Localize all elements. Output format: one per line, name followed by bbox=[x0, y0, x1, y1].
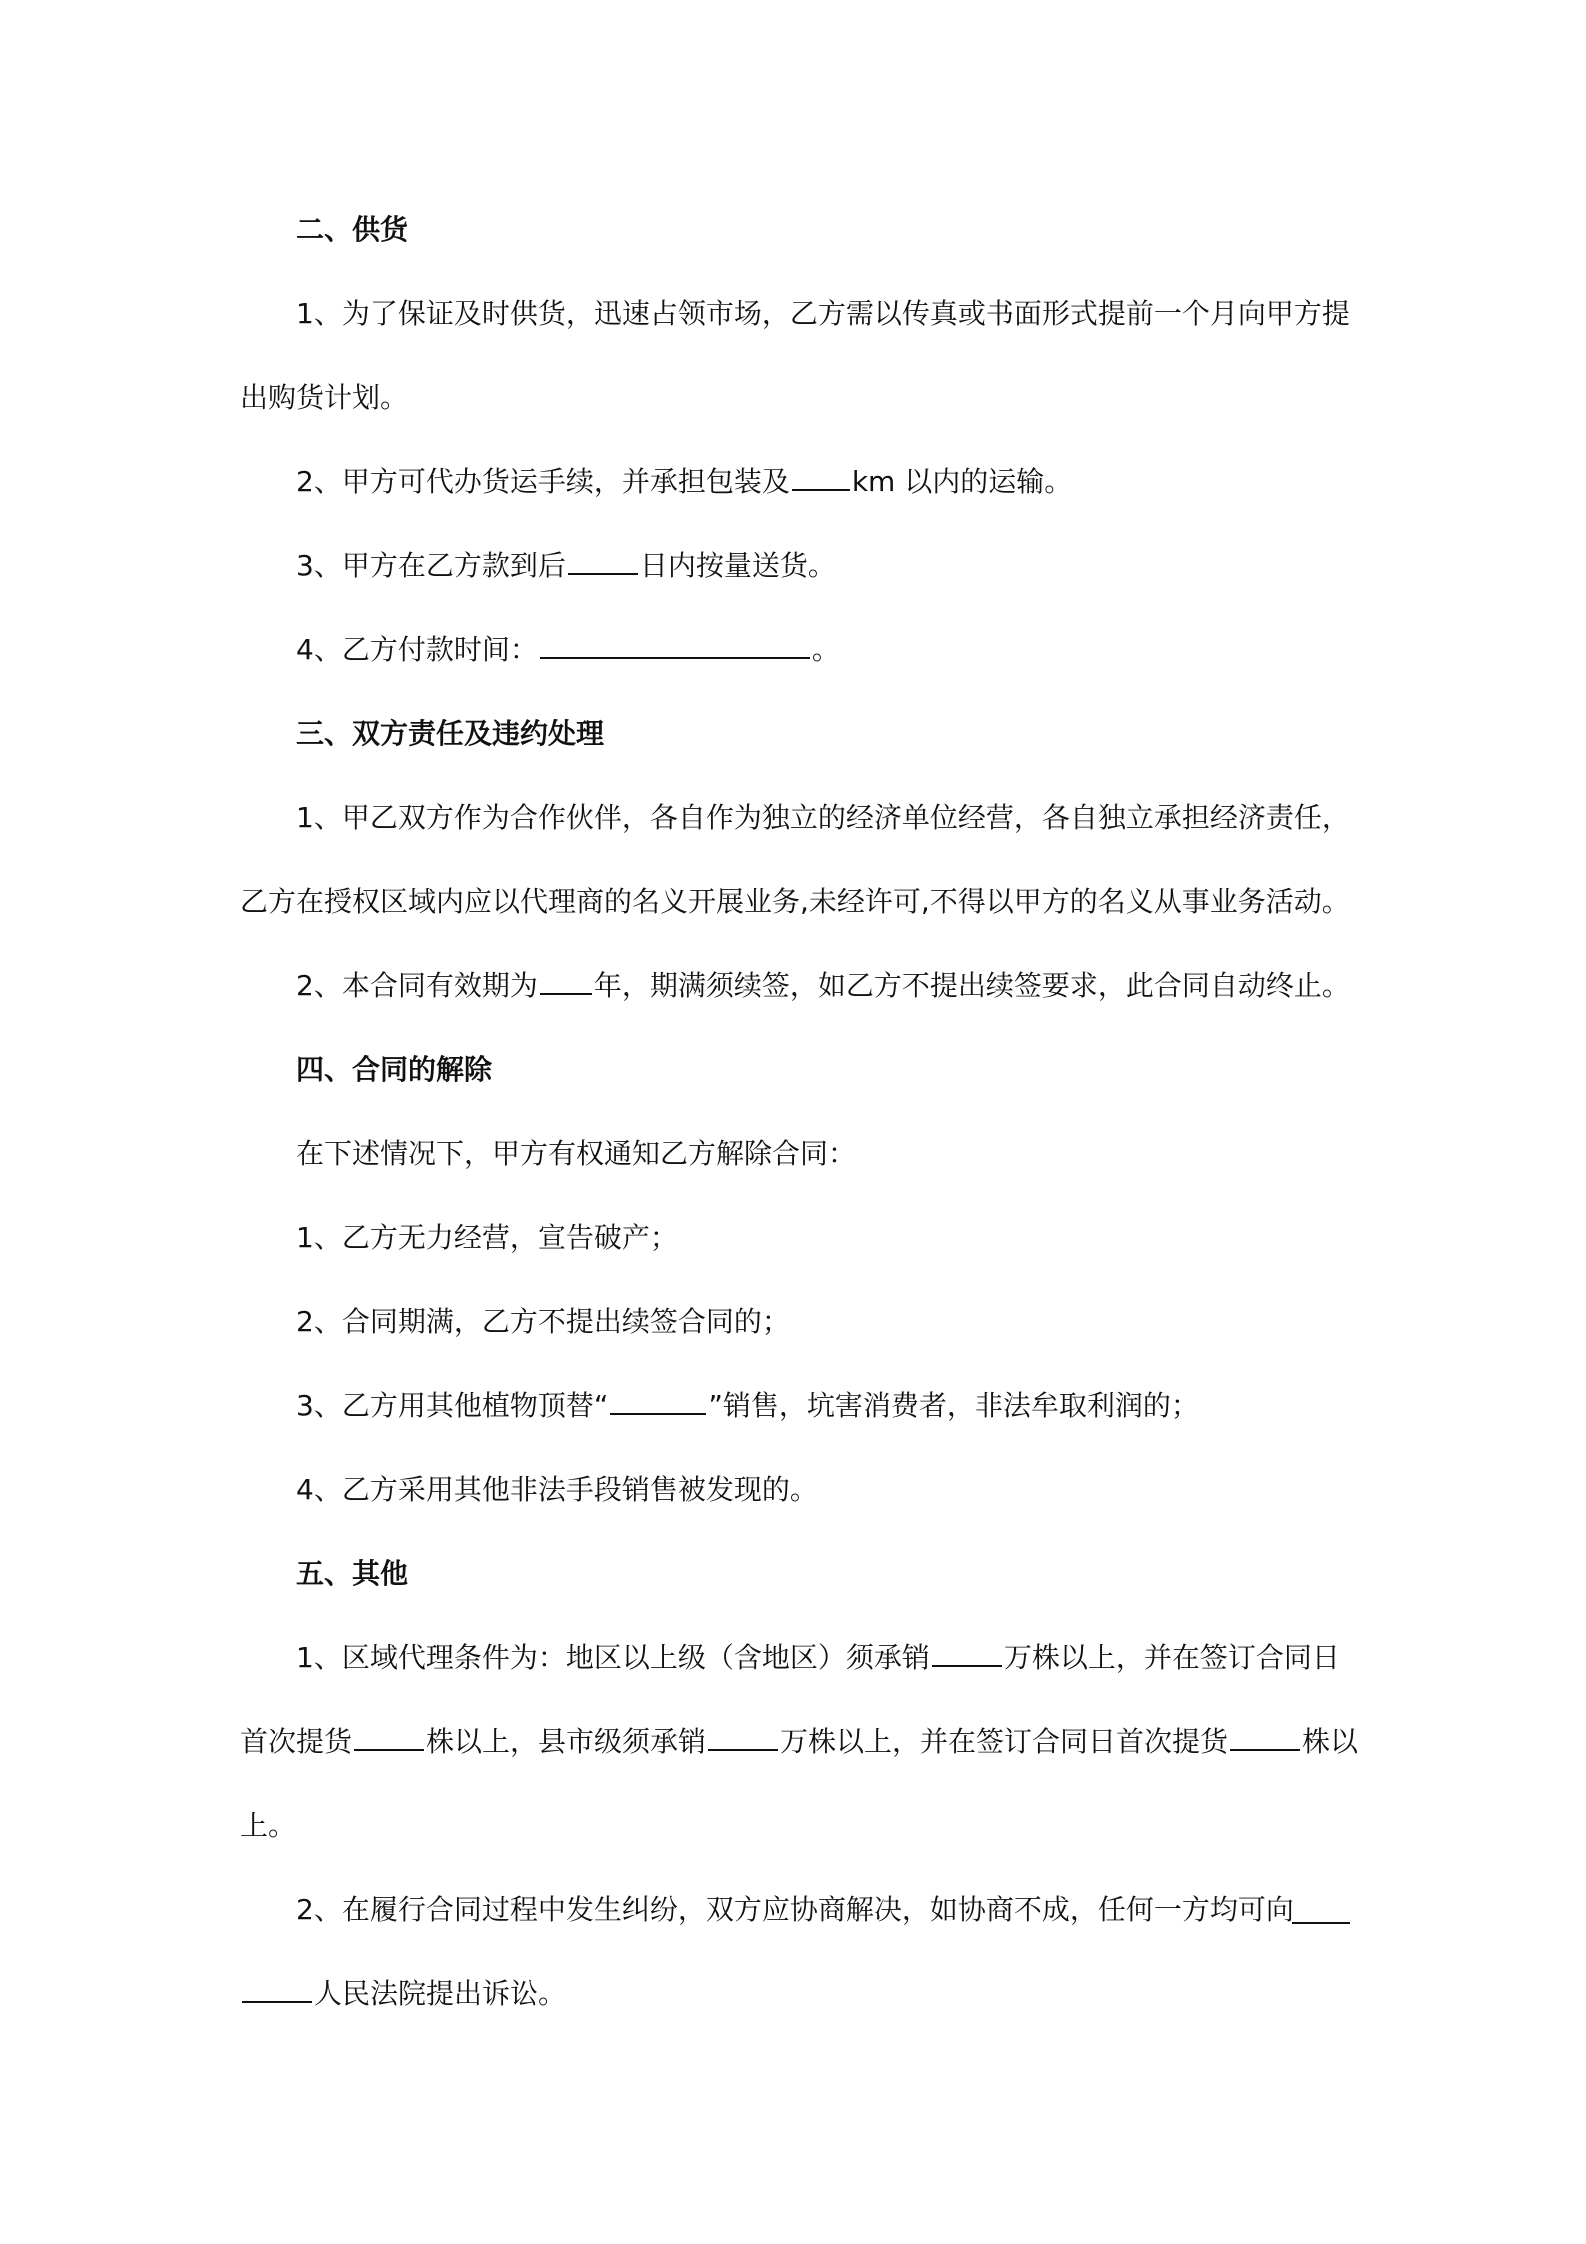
paragraph-line bbox=[240, 1718, 1360, 1766]
paragraph-line bbox=[296, 458, 1356, 506]
text-segment: 2、本合同有效期为 bbox=[296, 969, 538, 1002]
section-heading: 四、合同的解除 bbox=[296, 1053, 493, 1086]
text-segment: km 以内的运输。 bbox=[851, 465, 1073, 498]
paragraph-line bbox=[296, 962, 1356, 1010]
fill-blank[interactable] bbox=[932, 1635, 1002, 1667]
text-segment: 株以 bbox=[1302, 1725, 1359, 1758]
list-item bbox=[296, 1382, 1356, 1430]
paragraph-line bbox=[296, 1886, 1356, 1934]
text-segment: 株以上，县市级须承销 bbox=[426, 1725, 707, 1758]
text-segment: 万株以上，并在签订合同日 bbox=[1003, 1641, 1340, 1674]
list-item: 4、乙方采用其他非法手段销售被发现的。 bbox=[296, 1473, 818, 1506]
text-segment: 日内按量送货。 bbox=[639, 549, 836, 582]
text-segment: ”销售，坑害消费者，非法牟取利润的； bbox=[708, 1389, 1199, 1422]
text-segment: 3、甲方在乙方款到后 bbox=[296, 549, 566, 582]
fill-blank[interactable] bbox=[242, 1971, 312, 2003]
fill-blank[interactable] bbox=[354, 1719, 424, 1751]
section-heading: 五、其他 bbox=[296, 1557, 409, 1590]
paragraph-line: 上。 bbox=[240, 1809, 297, 1842]
text-segment: 首次提货 bbox=[240, 1725, 353, 1758]
text-segment: 3、乙方用其他植物顶替“ bbox=[296, 1389, 609, 1422]
paragraph-line bbox=[296, 626, 1356, 674]
paragraph-line bbox=[296, 1634, 1356, 1682]
list-item: 2、合同期满，乙方不提出续签合同的； bbox=[296, 1305, 790, 1338]
paragraph-line bbox=[296, 542, 1356, 590]
fill-blank[interactable] bbox=[540, 627, 810, 659]
section-heading: 二、供货 bbox=[296, 213, 409, 246]
fill-blank[interactable] bbox=[610, 1383, 706, 1415]
paragraph-line: 出购货计划。 bbox=[240, 381, 409, 414]
fill-blank[interactable] bbox=[1230, 1719, 1300, 1751]
text-segment: 2、在履行合同过程中发生纠纷，双方应协商解决，如协商不成，任何一方均可向 bbox=[296, 1893, 1294, 1926]
text-segment: 万株以上，并在签订合同日首次提货 bbox=[780, 1725, 1229, 1758]
fill-blank[interactable] bbox=[792, 459, 850, 491]
text-segment: 2、甲方可代办货运手续，并承担包装及 bbox=[296, 465, 790, 498]
paragraph-line: 1、甲乙双方作为合作伙伴，各自作为独立的经济单位经营，各自独立承担经济责任， bbox=[296, 801, 1350, 834]
section-heading: 三、双方责任及违约处理 bbox=[296, 717, 605, 750]
paragraph-line: 在下述情况下，甲方有权通知乙方解除合同： bbox=[296, 1137, 857, 1170]
fill-blank[interactable] bbox=[708, 1719, 778, 1751]
paragraph-line bbox=[240, 1970, 1360, 2018]
paragraph-line: 1、为了保证及时供货，迅速占领市场，乙方需以传真或书面形式提前一个月向甲方提 bbox=[296, 297, 1350, 330]
list-item: 1、乙方无力经营，宣告破产； bbox=[296, 1221, 678, 1254]
fill-blank[interactable] bbox=[568, 543, 638, 575]
text-segment: 年，期满须续签，如乙方不提出续签要求，此合同自动终止。 bbox=[593, 969, 1350, 1002]
text-segment: 4、乙方付款时间： bbox=[296, 633, 538, 666]
text-segment: 1、区域代理条件为：地区以上级（含地区）须承销 bbox=[296, 1641, 930, 1674]
text-segment: 人民法院提出诉讼。 bbox=[314, 1977, 567, 2010]
fill-blank[interactable] bbox=[1292, 1892, 1350, 1924]
text-segment: 。 bbox=[811, 633, 840, 666]
paragraph-line: 乙方在授权区域内应以代理商的名义开展业务,未经许可,不得以甲方的名义从事业务活动。 bbox=[240, 885, 1350, 918]
fill-blank[interactable] bbox=[540, 963, 592, 995]
